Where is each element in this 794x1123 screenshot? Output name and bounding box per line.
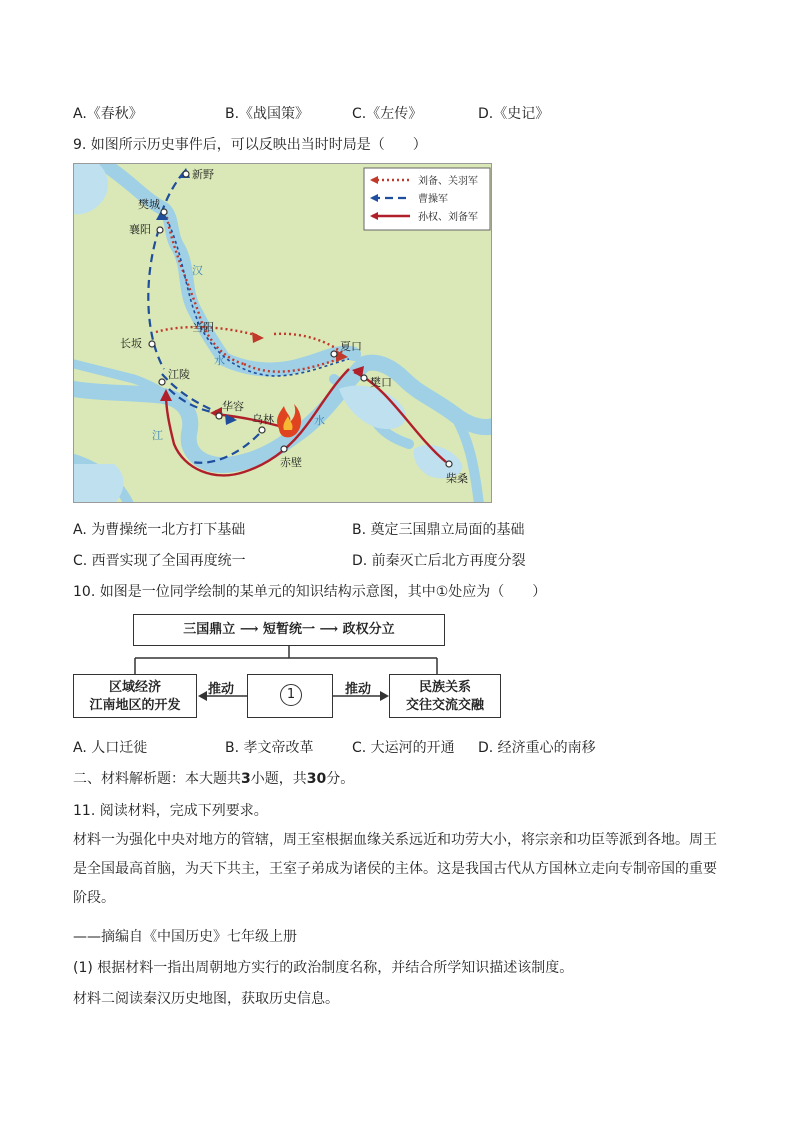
battle-map — [73, 163, 492, 503]
map-legend — [364, 168, 490, 230]
left-box-line2: 江南地区的开发 — [89, 698, 181, 713]
river-label-jiang: 江 — [152, 429, 163, 442]
place-wulin: 乌林 — [252, 413, 274, 426]
q11-stem: 11. 阅读材料，完成下列要求。 — [73, 803, 268, 819]
section-2-suffix: 分。 — [326, 771, 355, 787]
place-jiangling: 江陵 — [168, 368, 190, 381]
q10-option-b: B. 孝文帝改革 — [225, 740, 314, 756]
arrow-label-right: 推动 — [345, 682, 372, 697]
diagram-right-box — [389, 674, 501, 718]
circled-number-one: 1 — [280, 684, 302, 706]
legend-cao: 曹操军 — [418, 194, 448, 205]
place-chibi: 赤壁 — [280, 456, 302, 469]
q11-source: ——摘编自《中国历史》七年级上册 — [73, 929, 297, 945]
section-2-prefix: 二、材料解析题：本大题共 — [73, 771, 241, 787]
q8-option-b: B.《战国策》 — [225, 106, 310, 122]
left-box-line1: 区域经济 — [108, 680, 161, 695]
river-label-shui2: 水 — [314, 414, 325, 427]
q10-option-d: D. 经济重心的南移 — [478, 740, 596, 756]
section-2-mid: 小题，共 — [250, 771, 307, 787]
q11-subquestion-1: (1) 根据材料一指出周朝地方实行的政治制度名称，并结合所学知识描述该制度。 — [73, 960, 574, 976]
place-dangyang: 当阳 — [192, 321, 214, 334]
q9-option-a: A. 为曹操统一北方打下基础 — [73, 522, 246, 538]
river-label-shui1: 水 — [214, 354, 225, 367]
right-box-line1: 民族关系 — [418, 680, 471, 695]
diagram-left-box — [73, 674, 197, 718]
place-fancheng: 樊城 — [138, 198, 160, 211]
diagram-top-box: 三国鼎立 ⟶ 短暂统一 ⟶ 政权分立 — [133, 614, 445, 646]
knowledge-structure-diagram — [73, 612, 503, 724]
q8-option-c: C.《左传》 — [352, 106, 423, 122]
q9-option-c: C. 西晋实现了全国再度统一 — [73, 553, 246, 569]
q10-stem: 10. 如图是一位同学绘制的某单元的知识结构示意图，其中①处应为（ ） — [73, 584, 547, 600]
place-xiangyang: 襄阳 — [129, 223, 151, 236]
river-label-han: 汉 — [192, 264, 203, 277]
legend-liu-guan: 刘备、关羽军 — [418, 176, 478, 187]
place-changban: 长坂 — [120, 337, 142, 350]
q9-stem: 9. 如图所示历史事件后，可以反映出当时时局是（ ） — [73, 137, 427, 153]
section-2-count: 3 — [241, 771, 251, 787]
arrow-label-left: 推动 — [208, 682, 235, 697]
q10-option-a: A. 人口迁徙 — [73, 740, 148, 756]
place-huarong: 华容 — [222, 400, 244, 413]
legend-sun-liu: 孙权、刘备军 — [418, 212, 478, 223]
q11-material-2: 材料二阅读秦汉历史地图，获取历史信息。 — [73, 991, 339, 1007]
q11-material-1: 材料一为强化中央对地方的管辖，周王室根据血缘关系远近和功劳大小，将宗亲和功臣等派到各地。周王是全国最高首脑，为天下共主，王室子弟成为诸侯的主体。这是我国古代从方国林立走向专制帝国的重要阶段。 — [73, 832, 717, 906]
q8-option-d: D.《史记》 — [478, 106, 550, 122]
section-2-heading — [73, 768, 354, 788]
place-xinye: 新野 — [192, 168, 214, 181]
place-xiakou: 夏口 — [340, 340, 362, 353]
diagram-center-box — [247, 674, 333, 718]
q9-option-d: D. 前秦灭亡后北方再度分裂 — [352, 553, 526, 569]
section-2-score: 30 — [306, 771, 327, 787]
right-box-line2: 交往交流交融 — [405, 698, 484, 713]
place-chaisang: 柴桑 — [446, 472, 468, 485]
q10-option-c: C. 大运河的开通 — [352, 740, 455, 756]
place-fankou: 樊口 — [370, 376, 392, 389]
map-drawing — [74, 164, 492, 503]
q9-option-b: B. 奠定三国鼎立局面的基础 — [352, 522, 525, 538]
q8-option-a: A.《春秋》 — [73, 106, 143, 122]
